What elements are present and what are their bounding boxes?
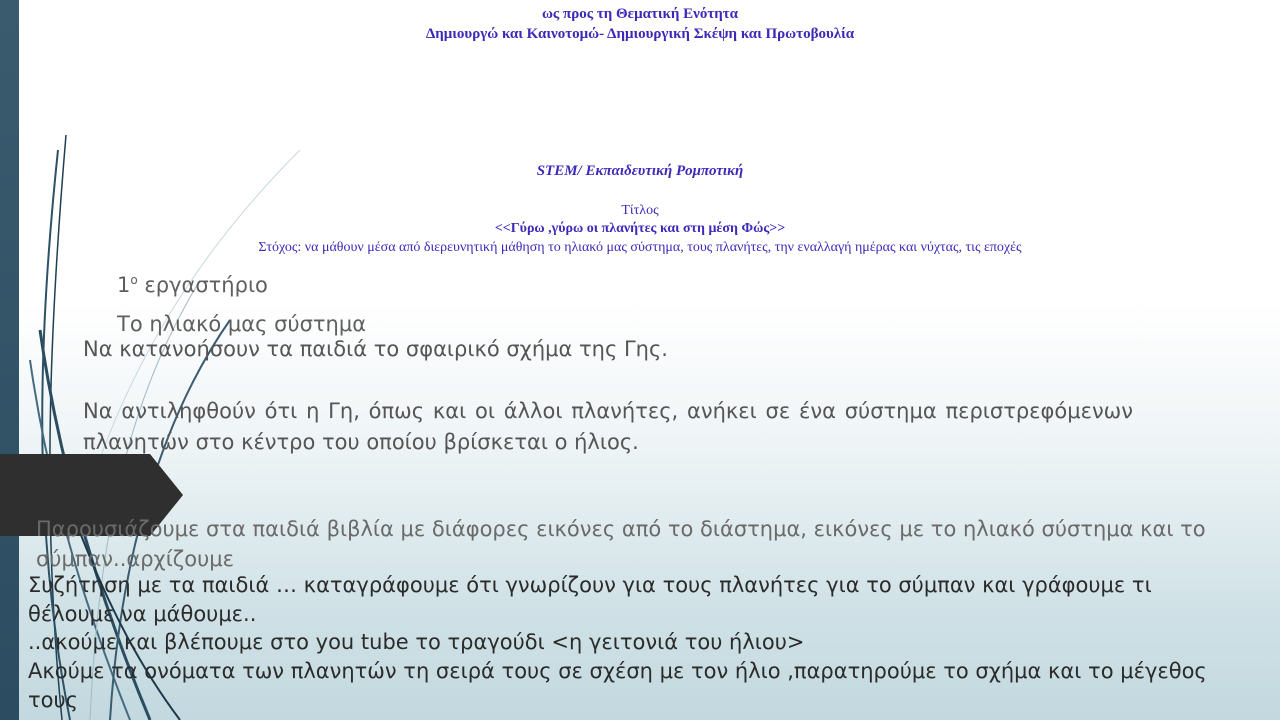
workshop-topic: Το ηλιακό μας σύστημα: [117, 312, 367, 336]
activity-3: Ακούμε τα ονόματα των πλανητών τη σειρά τους σε σχέση με τον ήλιο ,παρατηρούμε το σχήμα και το μέγεθος τους: [28, 659, 1207, 712]
goal-text: Στόχος: να μάθουν μέσα από διερευνητική μάθηση το ηλιακό μας σύστημα, τους πλανήτες, την εναλλαγή ημέρας και νύχτας, τις εποχές: [258, 240, 1022, 255]
intro-paragraph: Παρουσιάζουμε στα παιδιά βιβλία με διάφορες εικόνες από το διάστημα, εικόνες με το ηλιακό σύστημα και το σύμπαν..αρχίζουμε: [36, 517, 1206, 571]
objective-1: Να κατανοήσουν τα παιδιά το σφαιρικό σχήμα της Γης.: [83, 337, 668, 361]
lesson-title: <<Γύρω ,γύρω οι πλανήτες και στη μέση Φώς>>: [494, 221, 786, 236]
workshop-heading: [117, 273, 268, 297]
workshop-label: εργαστήριο: [137, 273, 268, 297]
header-thematic-unit: ως προς τη Θεματική Ενότητα: [541, 6, 739, 22]
header-thematic-title: Δημιουργώ και Καινοτομώ- Δημιουργική Σκέψη και Πρωτοβουλία: [425, 26, 855, 42]
objective-2: Να αντιληφθούν ότι η Γη, όπως και οι άλλοι πλανήτες, ανήκει σε ένα σύστημα περιστρεφόμενων πλανητών στο κέντρο του οποίου βρίσκεται ο ήλιος.: [83, 399, 1133, 454]
workshop-ordinal: ο: [130, 273, 138, 287]
title-label: Τίτλος: [621, 203, 659, 218]
stem-heading: STEM/ Εκπαιδευτική Ρομποτική: [536, 163, 744, 179]
workshop-number: 1: [117, 273, 131, 297]
activity-1: Συζήτηση με τα παιδιά … καταγράφουμε ότι γνωρίζουν για τους πλανήτες για το σύμπαν και γράφουμε τι θέλουμε να μάθουμε..: [28, 573, 1152, 626]
activity-2: ..ακούμε και βλέπουμε στο you tube το τραγούδι <η γειτονιά του ήλιου>: [28, 630, 805, 654]
